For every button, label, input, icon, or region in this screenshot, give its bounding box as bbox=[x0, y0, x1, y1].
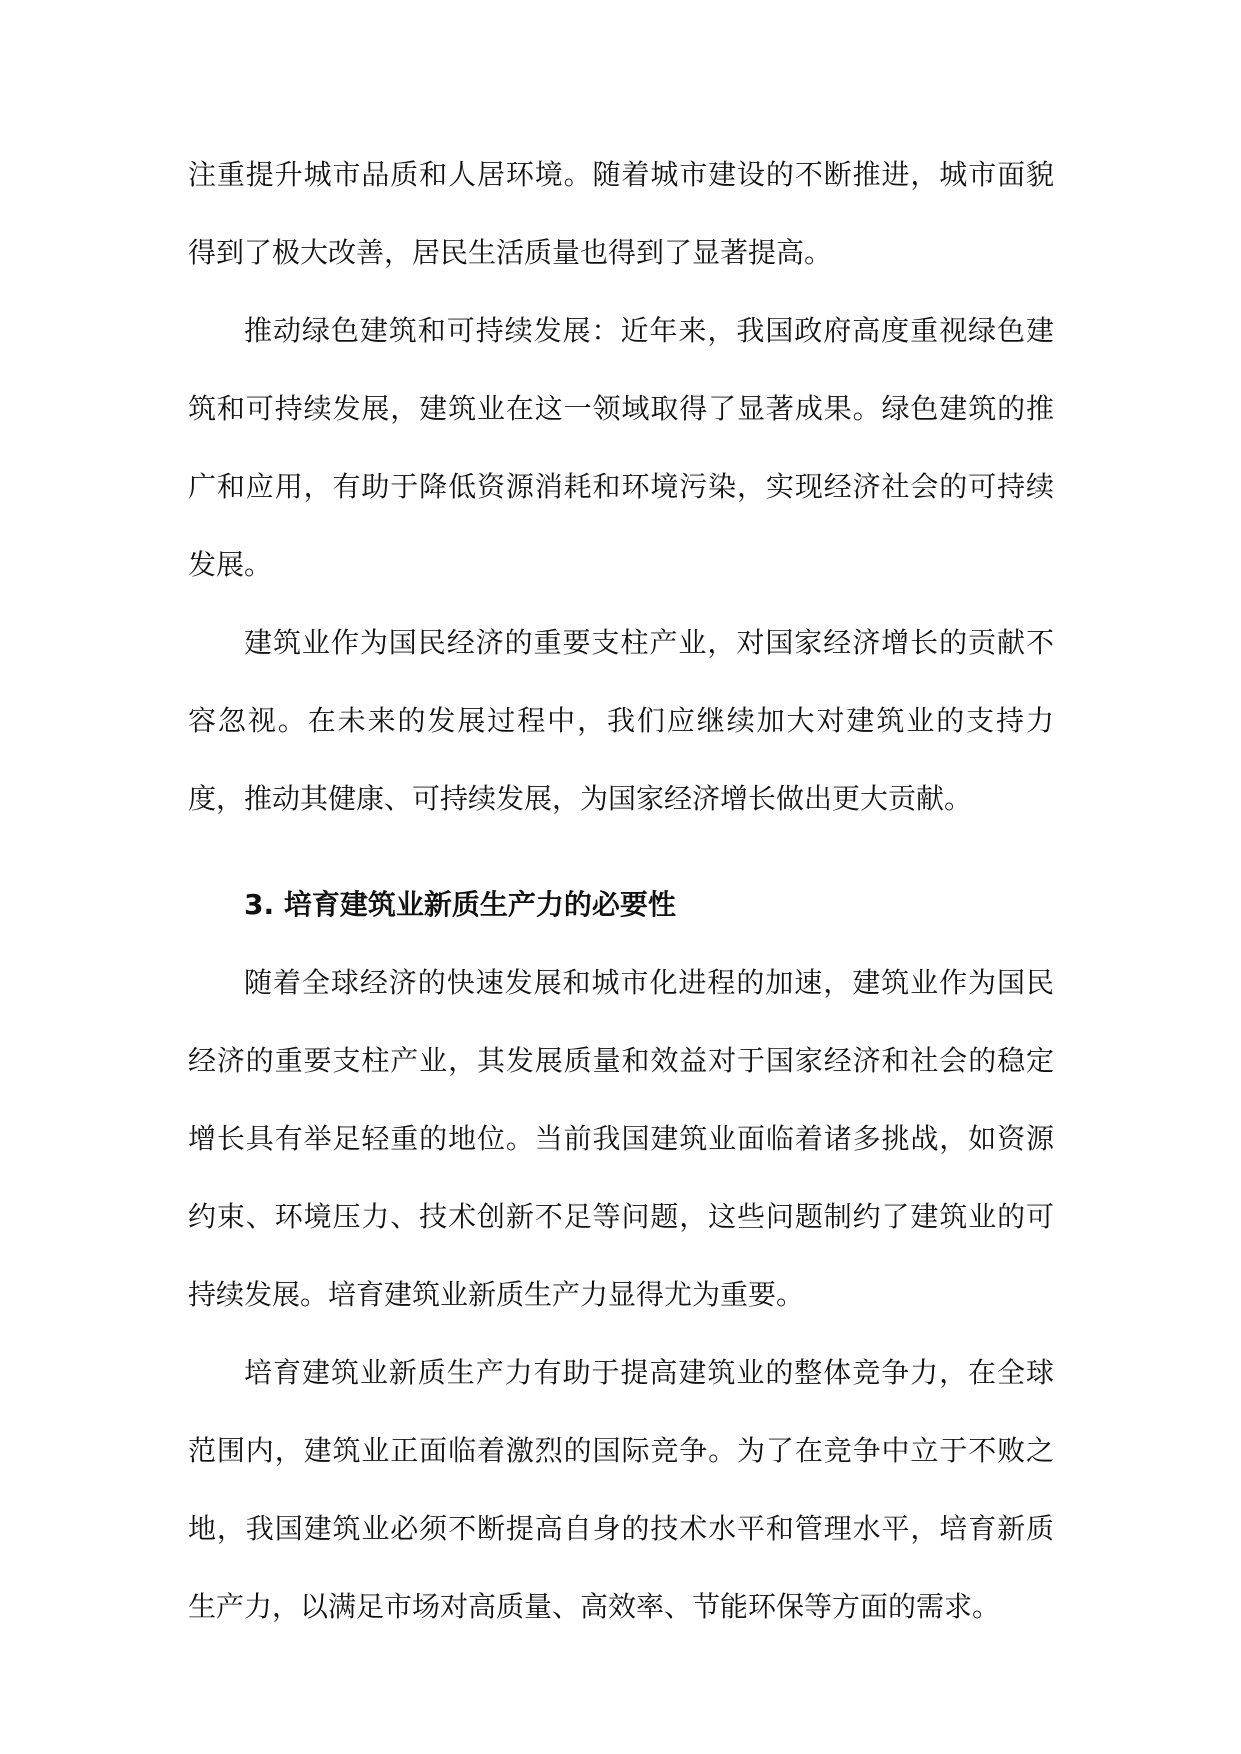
paragraph-green-building: 推动绿色建筑和可持续发展：近年来，我国政府高度重视绿色建筑和可持续发展，建筑业在这一领域取得了显著成果。绿色建筑的推广和应用，有助于降低资源消耗和环境污染，实现经济社会的可持续发展。 bbox=[188, 314, 1054, 581]
paragraph-necessity: 随着全球经济的快速发展和城市化进程的加速，建筑业作为国民经济的重要支柱产业，其发展质量和效益对于国家经济和社会的稳定增长具有举足轻重的地位。当前我国建筑业面临着诸多挑战，如资源约束、环境压力、技术创新不足等问题，这些问题制约了建筑业的可持续发展。培育建筑业新质生产力显得尤为重要。 bbox=[188, 966, 1054, 1311]
paragraph-competitiveness: 培育建筑业新质生产力有助于提高建筑业的整体竞争力，在全球范围内，建筑业正面临着激烈的国际竞争。为了在竞争中立于不败之地，我国建筑业必须不断提高自身的技术水平和管理水平，培育新质生产力，以满足市场对高质量、高效率、节能环保等方面的需求。 bbox=[188, 1356, 1054, 1623]
section-heading: 3. 培育建筑业新质生产力的必要性 bbox=[244, 888, 676, 921]
paragraph-pillar-industry: 建筑业作为国民经济的重要支柱产业，对国家经济增长的贡献不容忽视。在未来的发展过程中，我们应继续加大对建筑业的支持力度，推动其健康、可持续发展，为国家经济增长做出更大贡献。 bbox=[188, 626, 1054, 815]
paragraph-continuation: 注重提升城市品质和人居环境。随着城市建设的不断推进，城市面貌得到了极大改善，居民生活质量也得到了显著提高。 bbox=[188, 158, 1054, 269]
document-body bbox=[188, 136, 1054, 1646]
